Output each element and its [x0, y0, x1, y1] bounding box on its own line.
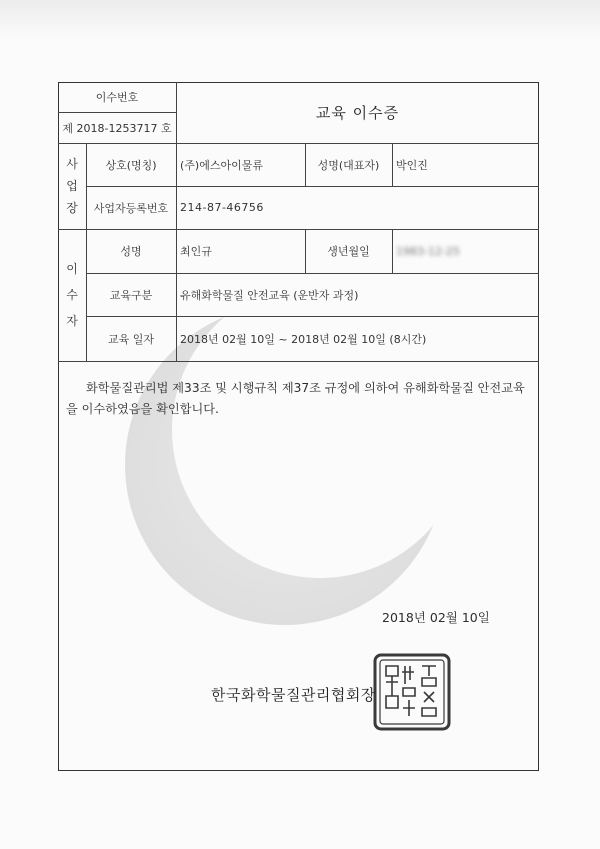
- certificate-number-value: 제 2018-1253717 호: [62, 121, 172, 135]
- birth-label: 생년월일: [327, 245, 370, 258]
- representative-label: 성명(대표자): [317, 158, 380, 172]
- registration-value: 214-87-46756: [180, 201, 264, 214]
- registration-label: 사업자등록번호: [93, 201, 169, 215]
- official-seal-icon: [372, 652, 452, 732]
- name-label: 성명: [120, 245, 142, 258]
- page-title: 교육 이수증: [315, 104, 400, 122]
- training-date-value: 2018년 02월 10일 ~ 2018년 02월 10일 (8시간): [180, 332, 427, 346]
- business-section-label: 사 업 장: [66, 157, 78, 215]
- scan-shadow: [0, 0, 600, 40]
- statement-text: 화학물질관리법 제33조 및 시행규칙 제37조 규정에 의하여 유해화학물질 안전교육을 이수하였음을 확인합니다.: [66, 381, 525, 416]
- training-date-label: 교육 일자: [107, 332, 154, 346]
- representative-value: 박인진: [396, 158, 428, 172]
- name-value: 최인규: [180, 245, 212, 258]
- issue-date: 2018년 02월 10일: [382, 610, 490, 625]
- issuer-name: 한국화학물질관리협회장: [211, 686, 376, 704]
- birth-value: [392, 229, 539, 273]
- certificate-number-label: 이수번호: [95, 91, 139, 104]
- company-label: 상호(명칭): [105, 158, 157, 172]
- birth-value-redacted: 1983-12-25: [396, 244, 460, 258]
- course-value: 유해화학물질 안전교육 (운반자 과정): [180, 288, 359, 302]
- trainee-section-label: 이 수 자: [66, 262, 78, 328]
- company-value: (주)에스아이물류: [180, 158, 263, 172]
- course-label: 교육구분: [109, 288, 153, 302]
